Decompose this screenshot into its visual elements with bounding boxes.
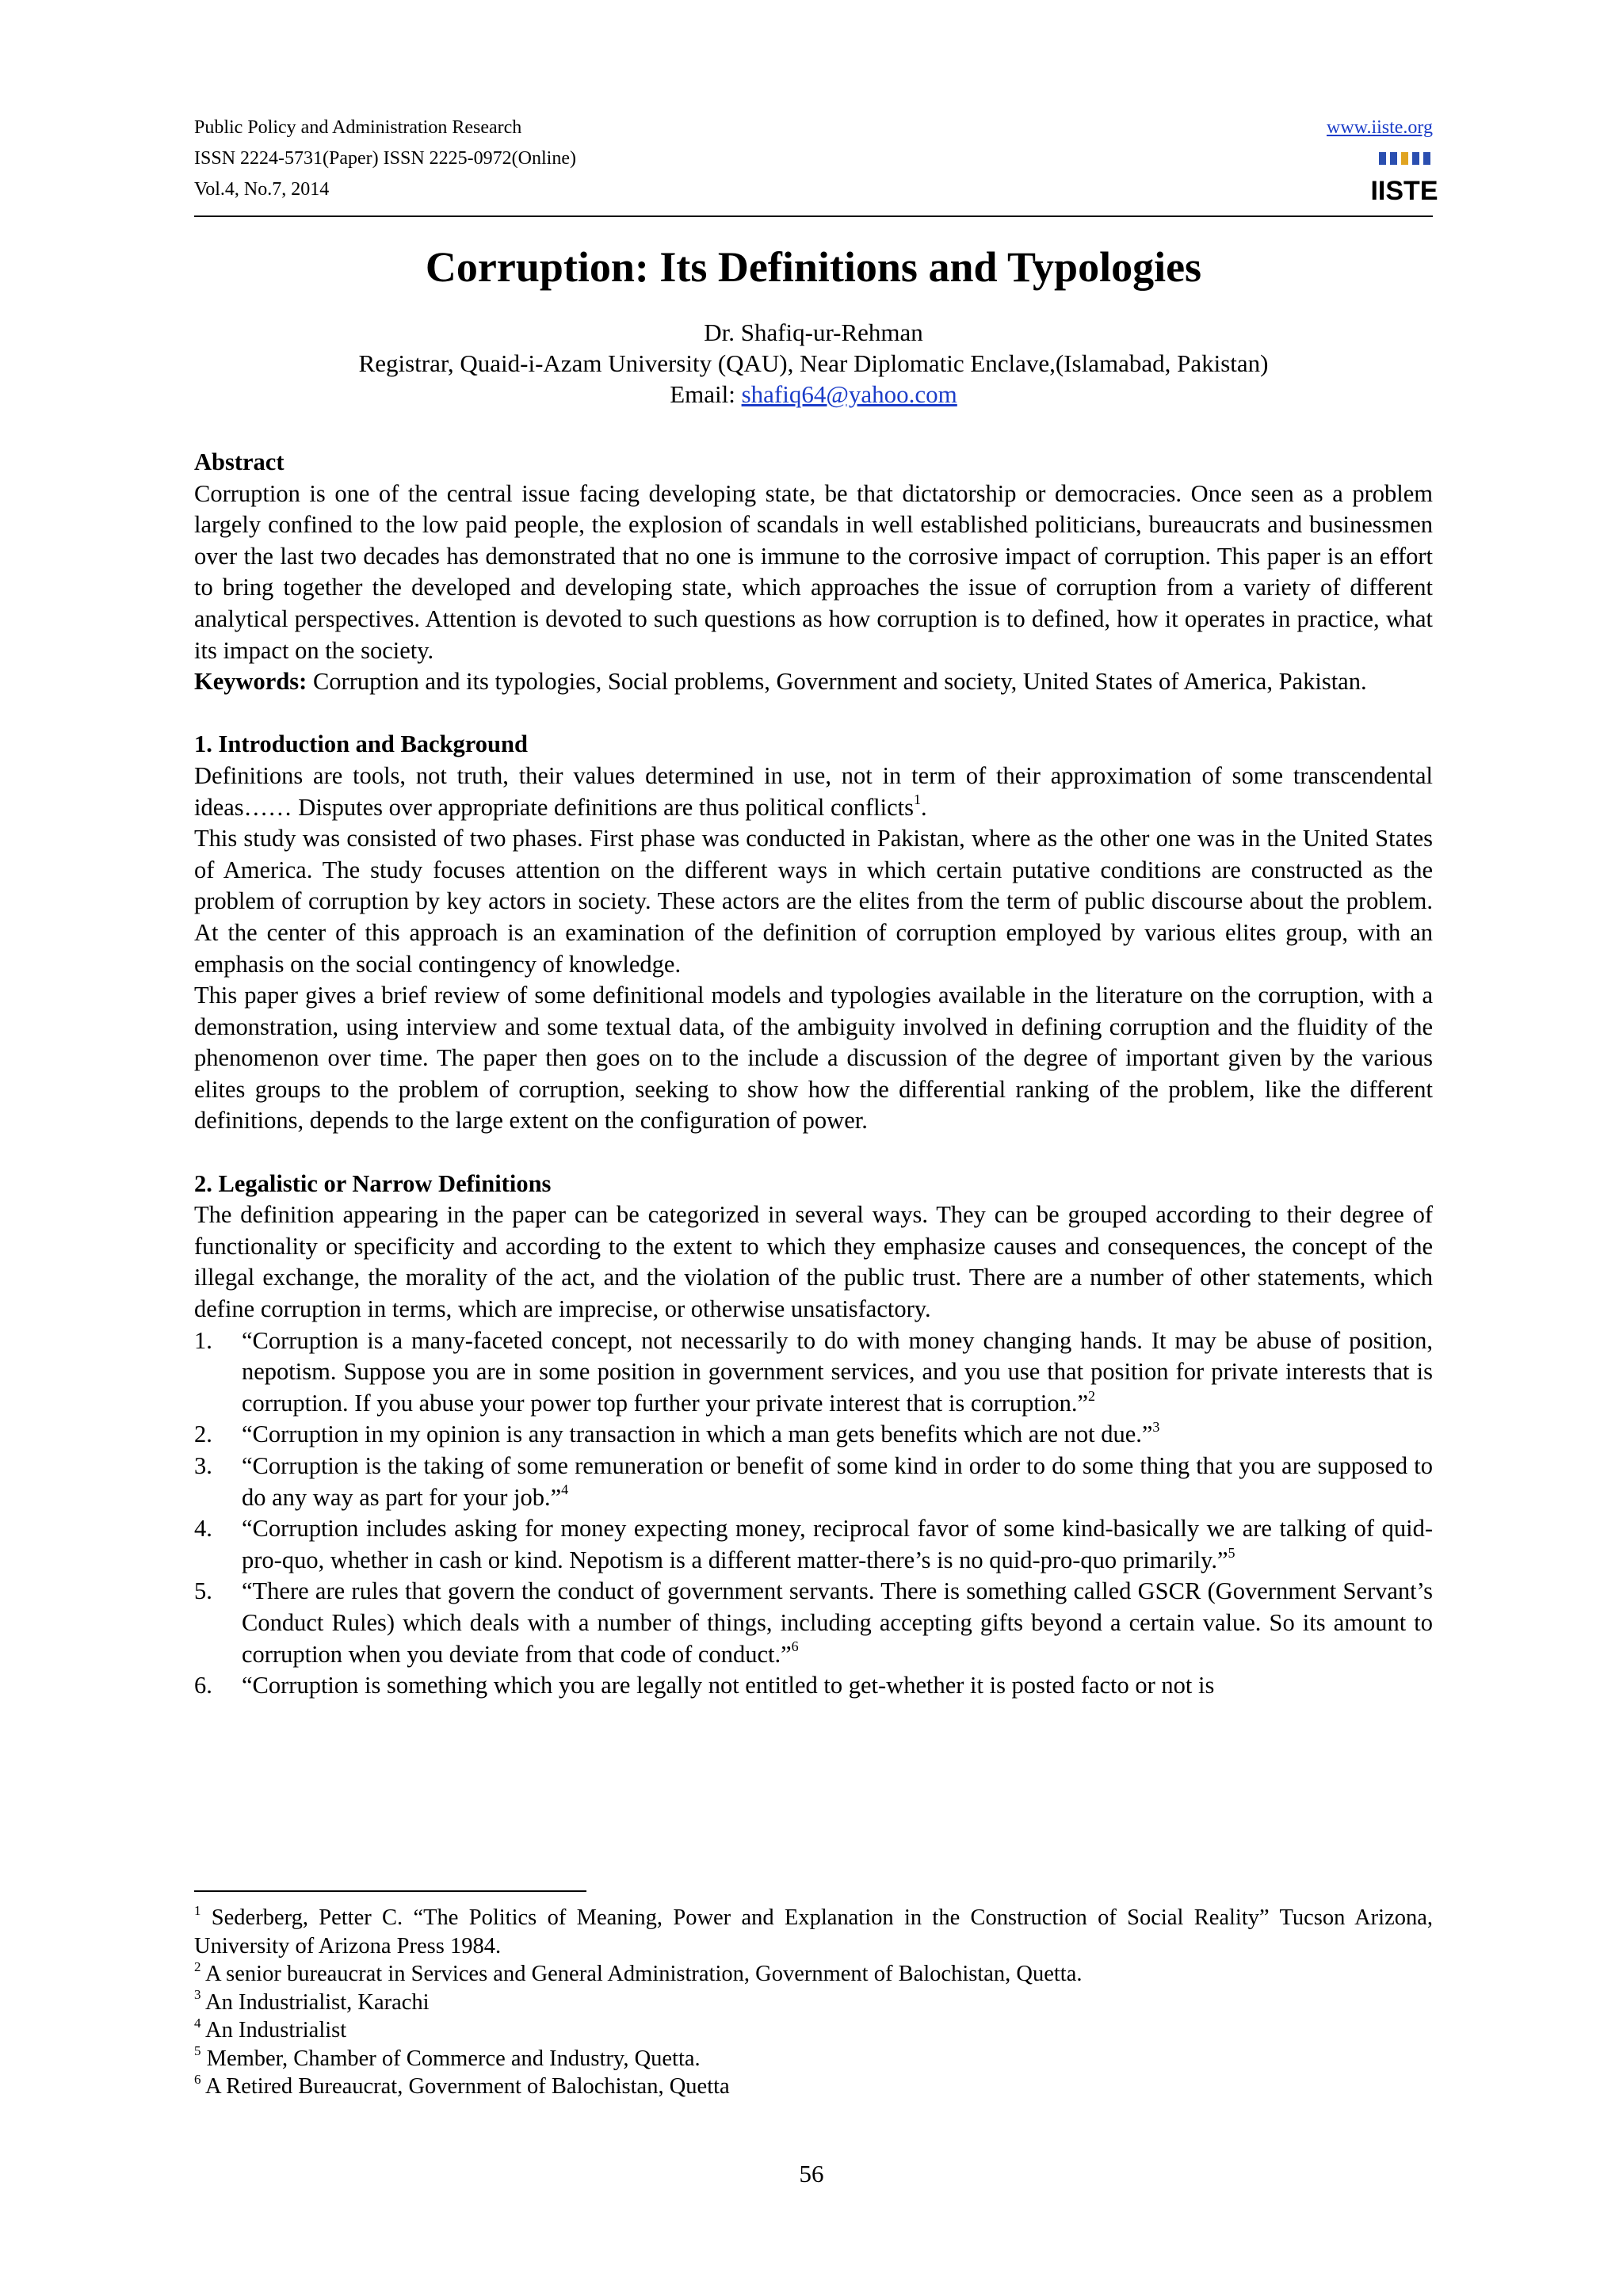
author-block — [194, 317, 1433, 410]
paper-body — [194, 447, 1433, 1702]
journal-volume: Vol.4, No.7, 2014 — [194, 179, 330, 200]
email-label: Email: — [670, 380, 742, 408]
journal-website-link[interactable]: www.iiste.org — [1327, 117, 1433, 138]
section-1-paragraph-3: This paper gives a brief review of some definitional models and typologies available in the literature on the corruption, with a demonstration, using interview and some textual data, of the ambiguity involved in defining corruption and the fluidity of the phenomenon over time. The paper then goes on to the include a discussion of the degree of important given by the various elites groups to the problem of corruption, seeking to show how the differential ranking of the problem, like the different definitions, depends to the large extent on the configuration of power. — [194, 982, 1433, 1135]
keywords-label: Keywords: — [194, 668, 307, 696]
list-item: 2. “Corruption in my opinion is any transaction in which a man gets benefits which are not due.”$^3$ — [194, 1419, 1160, 1448]
footnote-ref: 2 — [1088, 1387, 1096, 1404]
iiste-logo-icon — [1370, 149, 1438, 206]
list-item: 4. “Corruption includes asking for money expecting money, reciprocal favor of some kind-basically we are talking of quid-pro-quo, whether in cash or kind. Nepotism is a different matter-there’s is no quid-pro-quo primarily.”$^5$ — [194, 1515, 1433, 1573]
definition-quote-list — [194, 1325, 1433, 1702]
section-1-paragraph-1: Definitions are tools, not truth, their values determined in use, not in term of their approximation of some transcendental ideas…… Disputes over appropriate definitions are thus political conflicts$^1$. — [194, 761, 1433, 821]
section-2-heading: 2. Legalistic or Narrow Definitions — [194, 1169, 552, 1197]
footnote: $^3$ An Industrialist, Karachi — [194, 1987, 430, 2015]
footnote-ref-1: 1 — [914, 791, 921, 808]
author-name: Dr. Shafiq-ur-Rehman — [704, 318, 923, 346]
footnote: $^4$ An Industrialist — [194, 2015, 347, 2042]
list-item: 5. “There are rules that govern the conduct of government servants. There is something called GSCR (Government Servant’s Conduct Rules) which deals with a number of things, including accepting gifts beyond a certain value. So its amount to corruption when you deviate from that code of conduct.”$^6$ — [194, 1577, 1433, 1668]
footnote: $^1$ Sederberg, Petter C. “The Politics of Meaning, Power and Explanation in the Construction of Social Reality” Tucson Arizona, University of Arizona Press 1984. — [194, 1902, 1433, 1958]
keywords-paragraph — [194, 666, 1433, 698]
footnote: $^6$ A Retired Bureaucrat, Government of Balochistan, Quetta — [194, 2071, 730, 2099]
journal-info — [194, 113, 576, 205]
footnote-ref: 5 — [1228, 1544, 1235, 1561]
logo-text: IISTE — [1370, 176, 1438, 206]
footnote: $^2$ A senior bureaucrat in Services and General Administration, Government of Balochistan, Quetta. — [194, 1958, 1083, 1986]
section-1-heading: 1. Introduction and Background — [194, 730, 528, 758]
section-1-paragraph-2: This study was consisted of two phases. First phase was conducted in Pakistan, where as the other one was in the United States of America. The study focuses attention on the different ways in which certain putative conditions are constructed as the problem of corruption by key actors in society. These actors are the elites from the term of public discourse about the problem. At the center of this approach is an examination of the definition of corruption employed by various elites group, with an emphasis on the social contingency of knowledge. — [194, 825, 1433, 978]
author-email-link[interactable]: shafiq64@yahoo.com — [741, 380, 957, 408]
abstract-text: Corruption is one of the central issue facing developing state, be that dictatorship or democracies. Once seen as a problem largely confined to the low paid people, the explosion of scandals in well established politicians, bureaucrats and businessmen over the last two decades has demonstrated that no one is immune to the corrosive impact of corruption. This paper is an effort to bring together the developed and developing state, which approaches the issue of corruption from a variety of different analytical perspectives. Attention is devoted to such questions as how corruption is to defined, how it operates in practice, what its impact on the society. — [194, 479, 1433, 664]
journal-header — [194, 113, 1438, 212]
author-email-line — [194, 379, 1433, 410]
keywords-text: Corruption and its typologies, Social problems, Government and society, United States of America, Pakistan. — [307, 668, 1367, 696]
footnote: $^5$ Member, Chamber of Commerce and Industry, Quetta. — [194, 2043, 701, 2071]
journal-issn: ISSN 2224-5731(Paper) ISSN 2225-0972(Online) — [194, 148, 576, 169]
author-affiliation: Registrar, Quaid-i-Azam University (QAU), Near Diplomatic Enclave,(Islamabad, Pakistan) — [358, 349, 1269, 377]
paper-title: Corruption: Its Definitions and Typologies — [425, 243, 1202, 291]
section-2-paragraph-1: The definition appearing in the paper can be categorized in several ways. They can be grouped according to their degree of functionality or specificity and according to the extent to which they emphasize causes and consequences, the concept of the illegal exchange, the morality of the act, and the violation of the public trust. There are a number of other statements, which define corruption in terms, which are imprecise, or otherwise unsatisfactory. — [194, 1201, 1433, 1323]
header-rule — [194, 215, 1433, 217]
footnote-ref: 6 — [791, 1638, 799, 1655]
footnote-separator — [194, 1890, 586, 1892]
list-item: 6. “Corruption is something which you are legally not entitled to get-whether it is posted facto or not is — [194, 1672, 1215, 1699]
page-number: 56 — [799, 2160, 824, 2187]
footnote-ref: 3 — [1152, 1419, 1160, 1436]
abstract-heading: Abstract — [194, 448, 285, 475]
footnote-ref: 4 — [561, 1482, 569, 1498]
journal-name: Public Policy and Administration Research — [194, 117, 522, 138]
list-item: 3. “Corruption is the taking of some remuneration or benefit of some kind in order to do some thing that you are supposed to do any way as part for your job.”$^4$ — [194, 1452, 1433, 1511]
footnotes — [194, 1904, 1433, 2101]
list-item: 1. “Corruption is a many-faceted concept, not necessarily to do with money changing hands. It may be abuse of position, nepotism. Suppose you are in some position in government services, and you use that position for private interests that is corruption. If you abuse your power top further your private interest that is corruption.”$^2$ — [194, 1326, 1433, 1417]
